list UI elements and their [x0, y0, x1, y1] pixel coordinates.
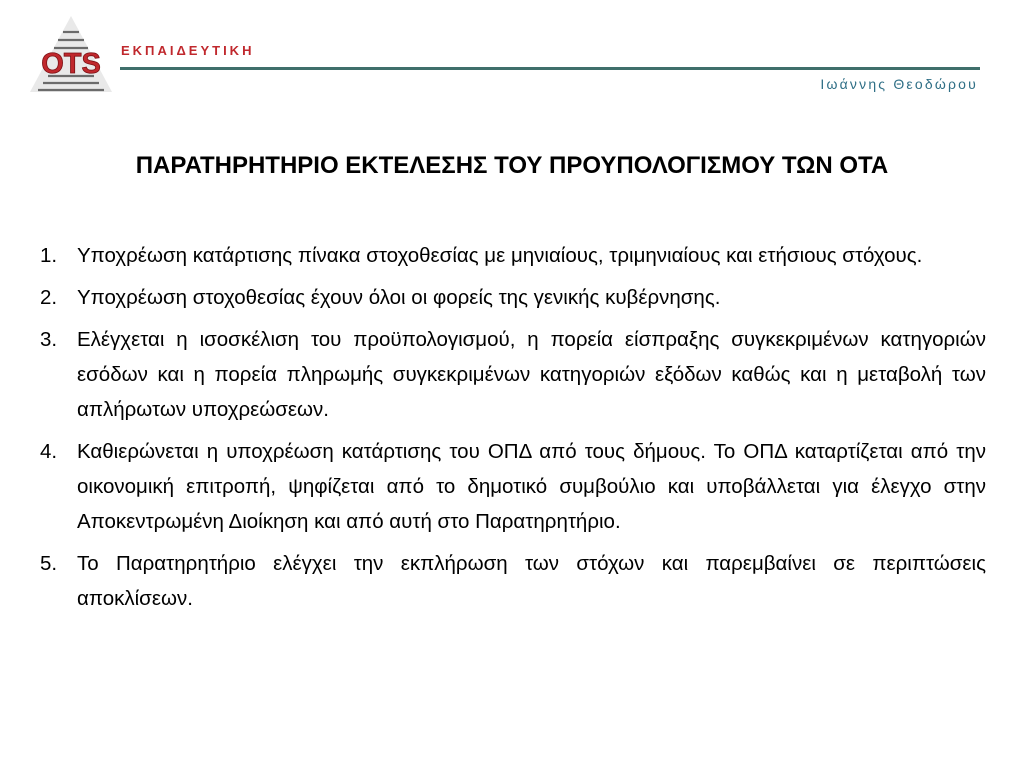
item-text: Το Παρατηρητήριο ελέγχει την εκπλήρωση των στόχων και παρεμβαίνει σε περιπτώσεις αποκλίσεων.: [77, 552, 986, 610]
numbered-list: [40, 238, 986, 623]
list-item: [40, 280, 986, 315]
item-text: Υποχρέωση στοχοθεσίας έχουν όλοι οι φορείς της γενικής κυβέρνησης.: [77, 286, 721, 309]
logo-text: OTS: [41, 48, 101, 80]
item-number: 1.: [40, 244, 58, 267]
item-text: Καθιερώνεται η υποχρέωση κατάρτισης του ΟΠΔ από τους δήμους. Το ΟΠΔ καταρτίζεται από την οικονομική επιτροπή, ψηφίζεται από το δημοτικό συμβούλιο και υποβάλλεται για έλεγχο στην Αποκεντρωμένη Διοίκηση και από αυτή στο Παρατηρητήριο.: [77, 440, 986, 533]
header-divider: [120, 67, 980, 70]
item-number: 5.: [40, 552, 58, 575]
list-item: [40, 546, 986, 616]
slide-title: ΠΑΡΑΤΗΡΗΤΗΡΙΟ ΕΚΤΕΛΕΣΗΣ ΤΟΥ ΠΡΟΥΠΟΛΟΓΙΣΜΟΥ ΤΩΝ ΟΤΑ: [135, 152, 889, 179]
item-number: 4.: [40, 440, 58, 463]
ots-logo: [28, 14, 114, 94]
author-name: Ιωάννης Θεοδώρου: [820, 76, 978, 92]
item-text: Ελέγχεται η ισοσκέλιση του προϋπολογισμού, η πορεία είσπραξης συγκεκριμένων κατηγοριών εσόδων και η πορεία πληρωμής συγκεκριμένων κατηγοριών εξόδων καθώς και η μεταβολή των απλήρωτων υποχρεώσεων.: [77, 328, 986, 421]
item-text: Υποχρέωση κατάρτισης πίνακα στοχοθεσίας με μηνιαίους, τριμηνιαίους και ετήσιους στόχους.: [77, 244, 923, 267]
item-number: 2.: [40, 286, 58, 309]
item-number: 3.: [40, 328, 58, 351]
list-item: [40, 322, 986, 427]
list-item: [40, 434, 986, 539]
list-item: [40, 238, 986, 273]
brand-label: ΕΚΠΑΙΔΕΥΤΙΚΗ: [121, 43, 255, 58]
